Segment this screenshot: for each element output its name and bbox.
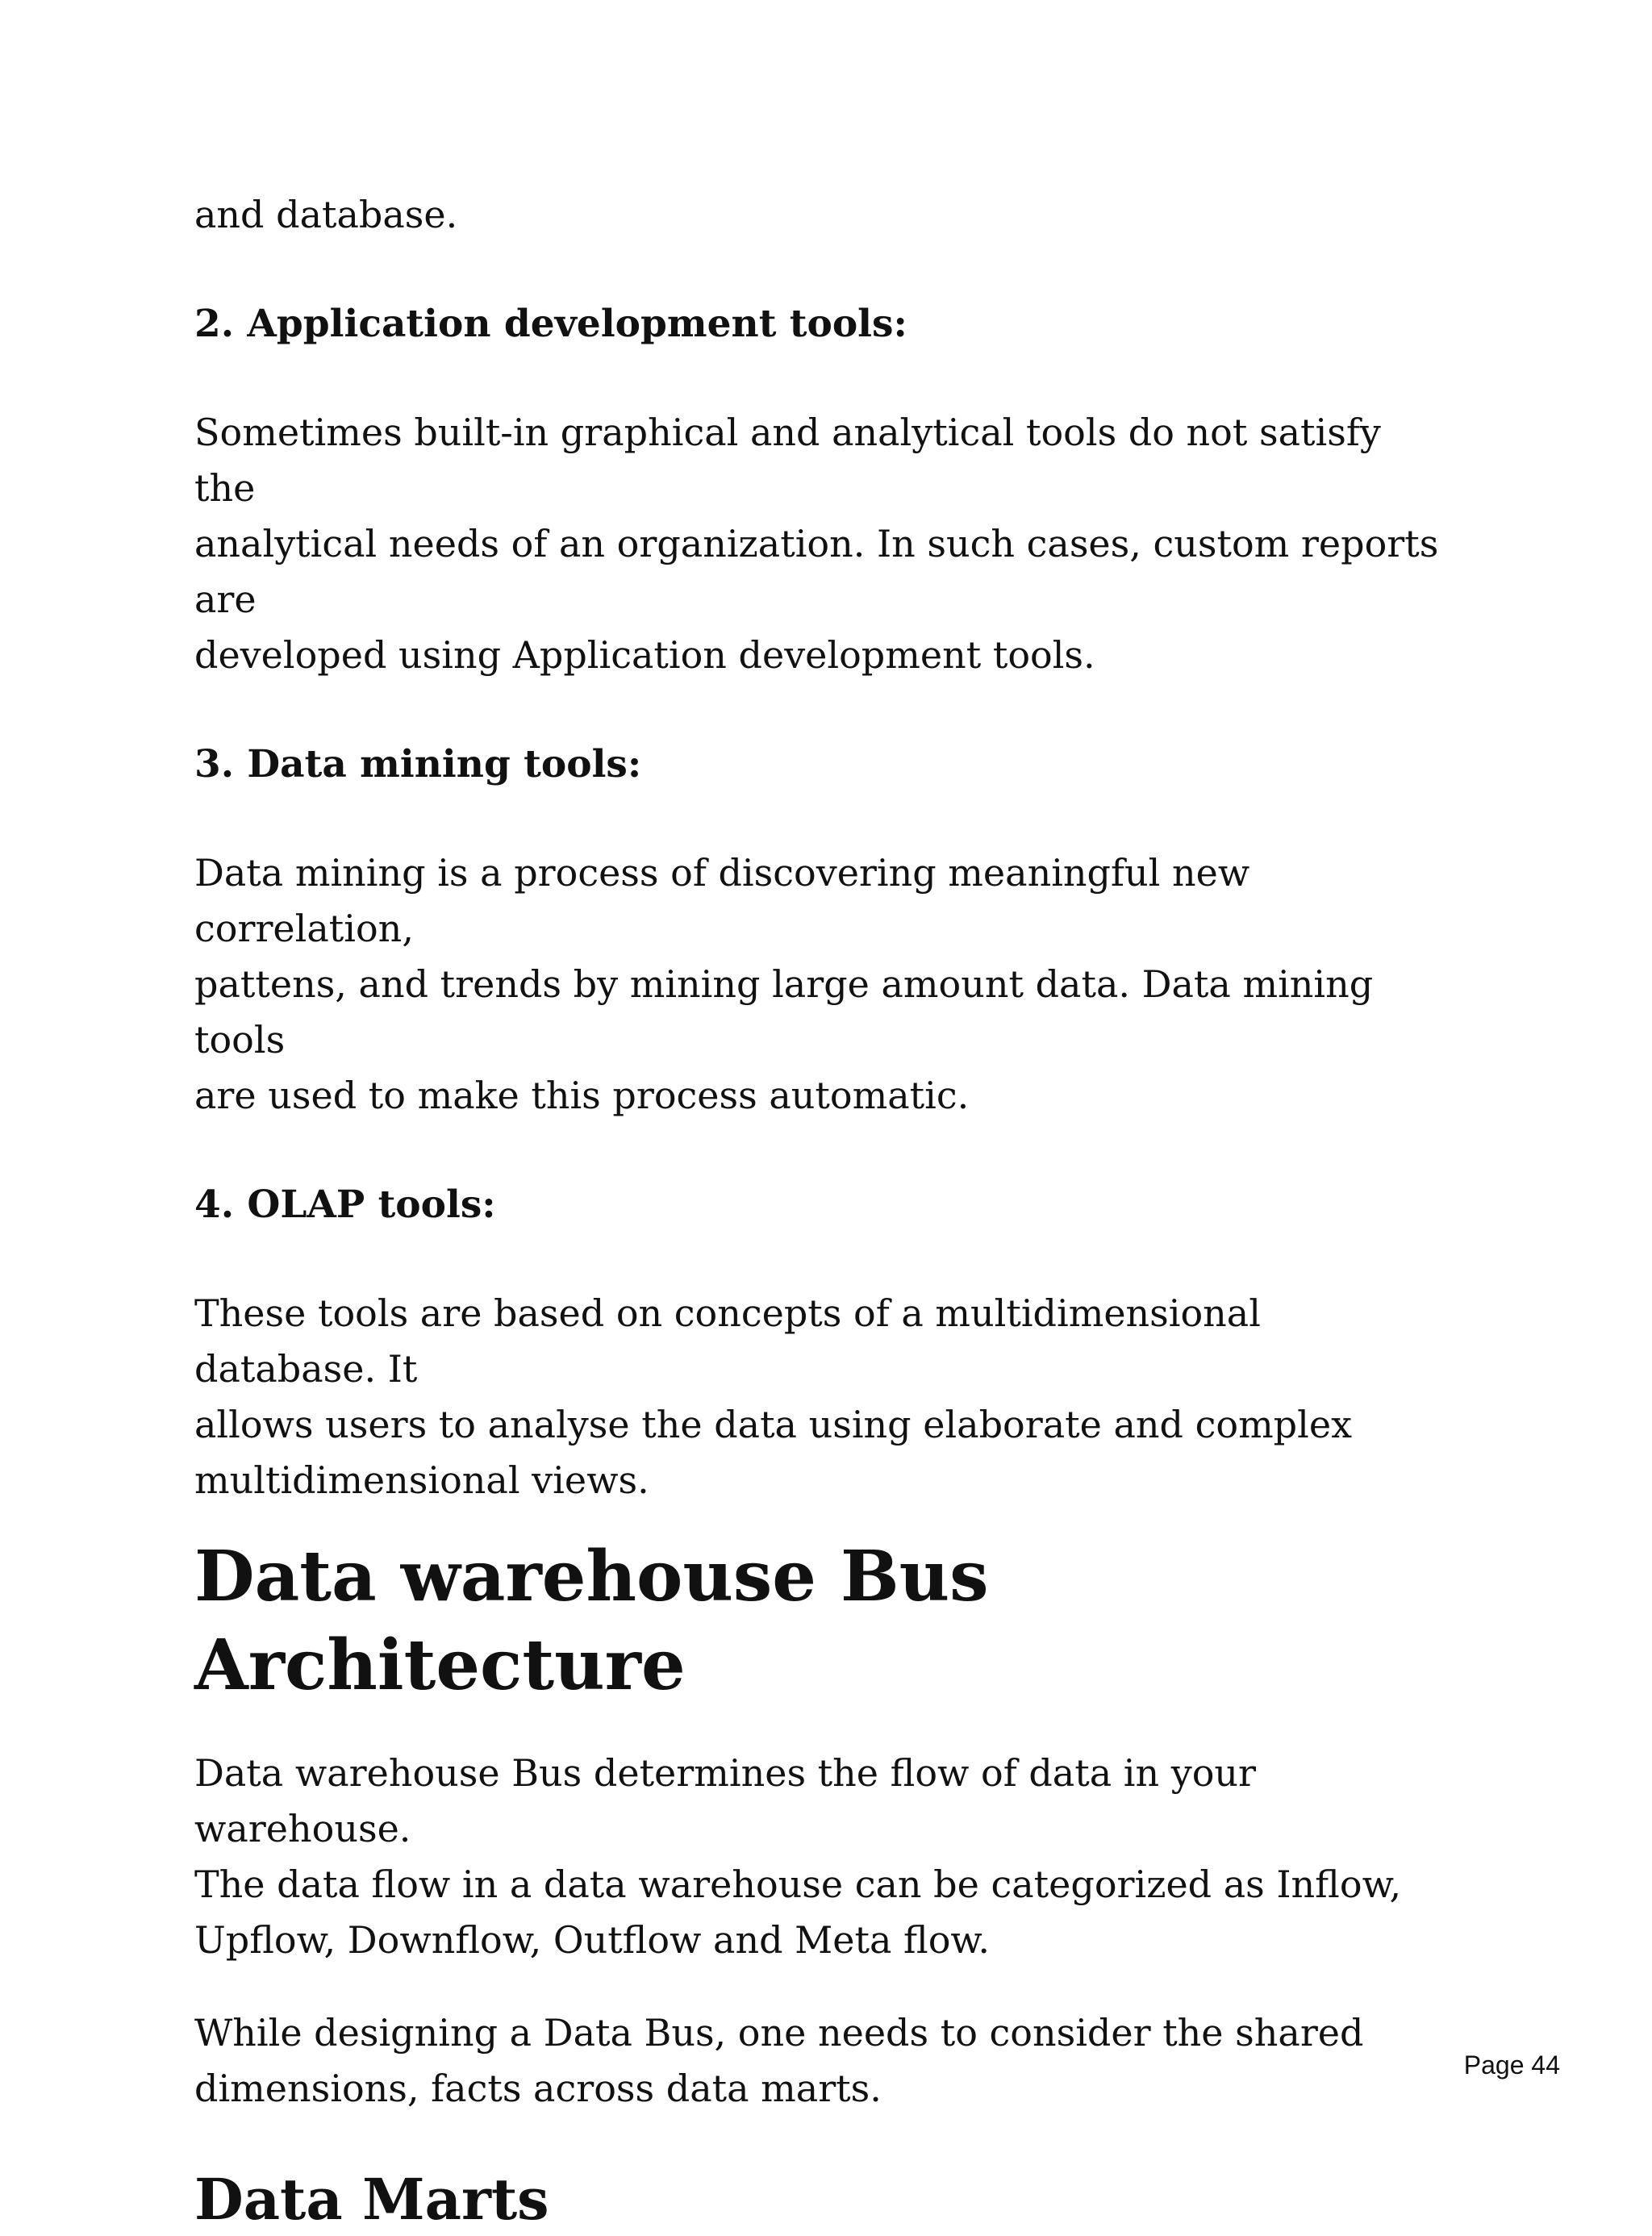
bus-architecture-paragraph <box>194 1746 1453 1968</box>
paragraph-line: allows users to analyse the data using elaborate and complex <box>194 1403 1353 1446</box>
olap-tools-paragraph <box>194 1286 1453 1508</box>
data-marts-heading: Data Marts <box>194 2166 549 2233</box>
paragraph-line: developed using Application development tools. <box>194 633 1095 677</box>
lead-text: and database. <box>194 193 458 236</box>
paragraph-line: Upflow, Downflow, Outflow and Meta flow. <box>194 1918 990 1962</box>
section-heading-olap-tools: 4. OLAP tools: <box>194 1183 496 1227</box>
paragraph-line: analytical needs of an organization. In such cases, custom reports are <box>194 522 1439 621</box>
page-content <box>194 187 1453 2236</box>
paragraph-line: While designing a Data Bus, one needs to consider the shared <box>194 2011 1364 2055</box>
paragraph-line: are used to make this process automatic. <box>194 1074 970 1117</box>
paragraph-line: Sometimes built-in graphical and analytical tools do not satisfy the <box>194 411 1381 510</box>
paragraph-line: These tools are based on concepts of a multidimensional database. It <box>194 1291 1261 1391</box>
section-heading-data-mining-tools: 3. Data mining tools: <box>194 742 642 786</box>
paragraph-line: pattens, and trends by mining large amount data. Data mining tools <box>194 962 1374 1062</box>
paragraph-line: multidimensional views. <box>194 1458 649 1502</box>
data-mining-tools-paragraph <box>194 845 1453 1124</box>
page-number: Page 44 <box>1463 2050 1560 2080</box>
application-development-tools-paragraph <box>194 405 1453 683</box>
main-heading: Data warehouse Bus Architecture <box>194 1536 989 1706</box>
paragraph-line: The data flow in a data warehouse can be categorized as Inflow, <box>194 1863 1402 1906</box>
paragraph-line: Data mining is a process of discovering meaningful new correlation, <box>194 851 1250 950</box>
section-heading-application-development-tools: 2. Application development tools: <box>194 302 907 346</box>
paragraph-line: Data warehouse Bus determines the flow of data in your warehouse. <box>194 1751 1257 1850</box>
data-bus-design-paragraph <box>194 2005 1453 2117</box>
paragraph-line: dimensions, facts across data marts. <box>194 2067 882 2110</box>
